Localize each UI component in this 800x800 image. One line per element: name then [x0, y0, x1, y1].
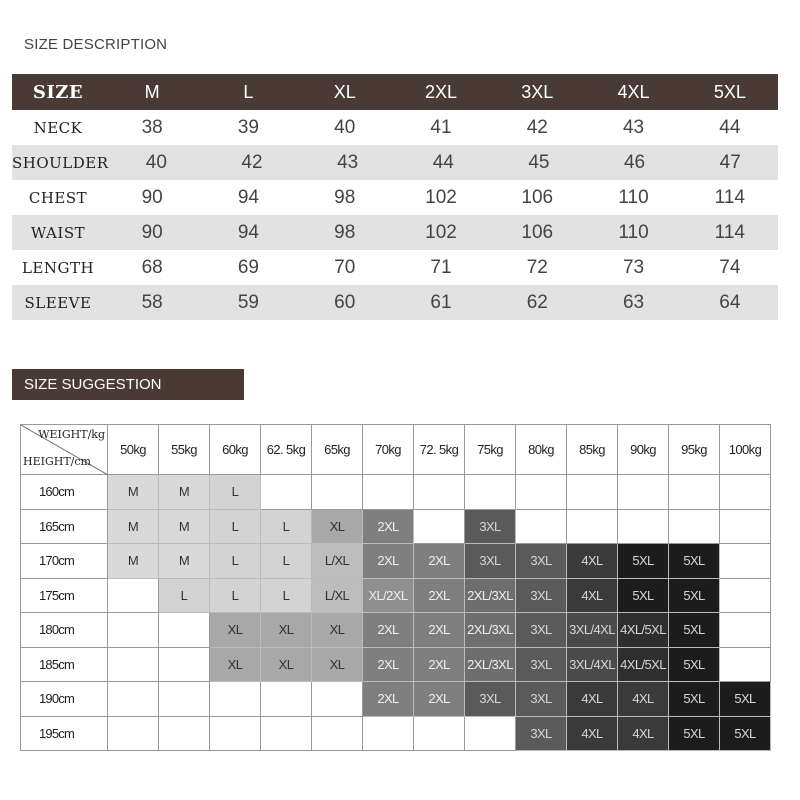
weight-header-cell: 100kg — [720, 425, 771, 475]
size-header-cell: 5XL — [713, 81, 746, 102]
measurement-value: 73 — [622, 256, 645, 278]
size-suggestion-grid — [20, 424, 771, 751]
suggested-size-cell — [669, 509, 720, 544]
measurement-value: 69 — [237, 256, 259, 278]
measurement-value: 106 — [521, 221, 554, 243]
suggested-size-cell: 2XL — [363, 509, 414, 544]
suggested-size-cell: XL — [210, 647, 261, 682]
suggested-size-cell — [465, 716, 516, 751]
measurement-value: 41 — [430, 116, 452, 138]
weight-header-cell: 85kg — [567, 425, 618, 475]
suggested-size-cell — [210, 682, 261, 717]
weight-header-cell: 75kg — [465, 425, 516, 475]
measurement-value: 44 — [719, 116, 741, 138]
measurement-value: 63 — [622, 291, 645, 313]
suggested-size-cell: 2XL — [363, 682, 414, 717]
suggested-size-cell — [108, 682, 159, 717]
suggested-size-cell: 3XL — [465, 544, 516, 579]
suggested-size-cell: 3XL — [516, 682, 567, 717]
measurement-label: WAIST — [30, 223, 86, 242]
suggested-size-cell: 3XL — [465, 509, 516, 544]
suggested-size-cell — [108, 716, 159, 751]
suggested-size-cell — [567, 509, 618, 544]
measurement-value: 61 — [430, 291, 452, 313]
suggested-size-cell: 2XL — [414, 647, 465, 682]
measurement-value: 45 — [528, 151, 550, 173]
size-header-row — [12, 74, 778, 110]
suggested-size-cell: 2XL — [414, 613, 465, 648]
measurement-value: 59 — [237, 291, 259, 313]
weight-header-cell: 72. 5kg — [414, 425, 465, 475]
suggested-size-cell: 5XL — [669, 647, 720, 682]
weight-header-cell: 62. 5kg — [261, 425, 312, 475]
height-label: 170cm — [21, 544, 108, 579]
measurement-value: 38 — [141, 116, 163, 138]
measurement-value: 98 — [334, 221, 356, 243]
measurement-value: 106 — [521, 186, 554, 208]
suggested-size-cell: XL — [312, 509, 363, 544]
suggested-size-cell: 4XL — [567, 544, 618, 579]
measurement-row — [12, 180, 778, 215]
size-header-cell: 3XL — [521, 81, 554, 102]
measurement-value: 94 — [237, 221, 259, 243]
suggested-size-cell — [720, 544, 771, 579]
suggested-size-cell: M — [108, 509, 159, 544]
measurement-value: 40 — [334, 116, 356, 138]
height-row — [21, 613, 771, 648]
suggested-size-cell — [312, 716, 363, 751]
measurement-value: 46 — [623, 151, 646, 173]
measurement-value: 98 — [334, 186, 356, 208]
measurement-value: 102 — [425, 186, 457, 208]
size-header-cell: L — [243, 81, 254, 102]
suggested-size-cell: 2XL — [414, 544, 465, 579]
suggested-size-cell: 3XL — [516, 544, 567, 579]
suggested-size-cell: M — [108, 475, 159, 510]
weight-header-cell: 95kg — [669, 425, 720, 475]
suggested-size-cell: L — [261, 509, 312, 544]
measurement-value: 47 — [719, 151, 741, 173]
suggested-size-cell: M — [159, 475, 210, 510]
weight-header-cell: 55kg — [159, 425, 210, 475]
suggested-size-cell: 2XL — [363, 647, 414, 682]
suggested-size-cell — [159, 716, 210, 751]
suggested-size-cell — [720, 509, 771, 544]
suggested-size-cell — [108, 647, 159, 682]
measurement-value: 72 — [526, 256, 548, 278]
height-row — [21, 509, 771, 544]
height-row — [21, 578, 771, 613]
size-header-cell: M — [144, 81, 160, 102]
suggested-size-cell — [618, 475, 669, 510]
suggested-size-cell: M — [108, 544, 159, 579]
suggested-size-cell — [108, 578, 159, 613]
height-label: 180cm — [21, 613, 108, 648]
suggested-size-cell: 2XL — [363, 544, 414, 579]
suggested-size-cell: 3XL/4XL — [567, 647, 618, 682]
height-row — [21, 475, 771, 510]
suggested-size-cell: XL — [261, 647, 312, 682]
suggested-size-cell: 5XL — [669, 613, 720, 648]
measurement-value: 114 — [714, 186, 745, 208]
suggested-size-cell: 3XL — [516, 578, 567, 613]
size-header-cell: 4XL — [617, 81, 650, 102]
weight-header-cell: 70kg — [363, 425, 414, 475]
size-header-label: SIZE — [32, 81, 84, 103]
measurement-value: 102 — [425, 221, 457, 243]
height-row — [21, 647, 771, 682]
suggested-size-cell: L/XL — [312, 544, 363, 579]
measurement-value: 64 — [719, 291, 741, 313]
suggested-size-cell — [108, 613, 159, 648]
measurement-value: 68 — [141, 256, 163, 278]
suggested-size-cell — [516, 509, 567, 544]
height-label: 190cm — [21, 682, 108, 717]
suggested-size-cell: 2XL/3XL — [465, 647, 516, 682]
measurement-label: LENGTH — [21, 258, 95, 277]
corner-header — [21, 425, 108, 475]
suggested-size-cell: 3XL — [516, 647, 567, 682]
weight-header-cell: 50kg — [108, 425, 159, 475]
suggested-size-cell: 3XL — [516, 716, 567, 751]
measurement-value: 42 — [241, 151, 263, 173]
measurement-value: 90 — [141, 186, 163, 208]
height-label: 185cm — [21, 647, 108, 682]
measurement-row — [12, 250, 778, 285]
measurement-value: 42 — [526, 116, 548, 138]
suggested-size-cell: 2XL — [414, 578, 465, 613]
suggested-size-cell — [414, 716, 465, 751]
suggested-size-cell — [159, 682, 210, 717]
measurement-value: 40 — [145, 151, 167, 173]
suggested-size-cell — [261, 682, 312, 717]
suggested-size-cell: 2XL/3XL — [465, 613, 516, 648]
height-label: 165cm — [21, 509, 108, 544]
height-row — [21, 682, 771, 717]
weight-header-cell: 60kg — [210, 425, 261, 475]
suggested-size-cell — [414, 475, 465, 510]
measurement-row — [12, 110, 778, 145]
suggested-size-cell — [312, 475, 363, 510]
suggested-size-cell — [414, 509, 465, 544]
suggested-size-cell: L/XL — [312, 578, 363, 613]
measurement-row — [12, 145, 778, 180]
suggested-size-cell: L — [210, 475, 261, 510]
suggested-size-cell: 5XL — [669, 578, 720, 613]
height-row — [21, 544, 771, 579]
suggested-size-cell: 5XL — [669, 716, 720, 751]
suggested-size-cell: 4XL — [567, 682, 618, 717]
suggested-size-cell — [720, 578, 771, 613]
height-label: 195cm — [21, 716, 108, 751]
suggested-size-cell — [720, 647, 771, 682]
size-suggestion-title: SIZE SUGGESTION — [12, 369, 244, 400]
measurement-label: SLEEVE — [24, 293, 92, 312]
measurement-label: NECK — [33, 118, 83, 137]
suggested-size-cell: 4XL — [567, 578, 618, 613]
suggested-size-cell: 4XL — [618, 682, 669, 717]
measurement-value: 58 — [141, 291, 163, 313]
suggested-size-cell: 4XL — [567, 716, 618, 751]
measurement-value: 114 — [714, 221, 745, 243]
measurement-value: 70 — [334, 256, 356, 278]
weight-header-cell: 90kg — [618, 425, 669, 475]
corner-weight-label: WEIGHT/kg — [38, 428, 105, 441]
suggested-size-cell: 3XL/4XL — [567, 613, 618, 648]
measurement-value: 62 — [526, 291, 548, 313]
measurement-label: SHOULDER — [12, 153, 109, 172]
measurement-value: 110 — [618, 221, 649, 243]
suggested-size-cell: 5XL — [669, 682, 720, 717]
suggested-size-cell: L — [159, 578, 210, 613]
suggested-size-cell: 3XL — [516, 613, 567, 648]
suggested-size-cell — [567, 475, 618, 510]
suggested-size-cell: L — [210, 578, 261, 613]
suggested-size-cell: L — [210, 544, 261, 579]
suggested-size-cell — [618, 509, 669, 544]
suggested-size-cell: L — [210, 509, 261, 544]
suggested-size-cell: 3XL — [465, 682, 516, 717]
height-label: 160cm — [21, 475, 108, 510]
suggested-size-cell: L — [261, 578, 312, 613]
height-row — [21, 716, 771, 751]
suggested-size-cell — [261, 475, 312, 510]
measurement-value: 43 — [337, 151, 359, 173]
measurement-value: 110 — [618, 186, 649, 208]
suggested-size-cell — [363, 716, 414, 751]
measurement-value: 43 — [622, 116, 645, 138]
weight-header-row — [21, 425, 771, 475]
suggested-size-cell — [465, 475, 516, 510]
size-description-table — [12, 74, 778, 320]
measurement-row — [12, 215, 778, 250]
suggested-size-cell — [516, 475, 567, 510]
suggested-size-cell — [720, 613, 771, 648]
weight-header-cell: 65kg — [312, 425, 363, 475]
suggested-size-cell — [159, 613, 210, 648]
suggested-size-cell: XL — [210, 613, 261, 648]
measurement-value: 90 — [141, 221, 163, 243]
suggested-size-cell: 2XL — [363, 613, 414, 648]
suggested-size-cell: 5XL — [618, 578, 669, 613]
suggested-size-cell — [363, 475, 414, 510]
suggested-size-cell: XL — [312, 647, 363, 682]
size-header-cell: 2XL — [424, 81, 457, 102]
height-label: 175cm — [21, 578, 108, 613]
measurement-value: 39 — [237, 116, 259, 138]
suggested-size-cell — [312, 682, 363, 717]
suggested-size-cell: 2XL — [414, 682, 465, 717]
suggested-size-cell: 4XL/5XL — [618, 613, 669, 648]
suggested-size-cell: L — [261, 544, 312, 579]
suggested-size-cell: 2XL/3XL — [465, 578, 516, 613]
corner-height-label: HEIGHT/cm — [23, 455, 91, 468]
measurement-value: 60 — [334, 291, 356, 313]
suggested-size-cell — [261, 716, 312, 751]
suggested-size-cell: M — [159, 509, 210, 544]
suggested-size-cell: 5XL — [720, 716, 771, 751]
suggested-size-cell: 5XL — [720, 682, 771, 717]
suggested-size-cell: 5XL — [618, 544, 669, 579]
suggested-size-cell — [210, 716, 261, 751]
measurement-value: 74 — [719, 256, 741, 278]
suggested-size-cell: 5XL — [669, 544, 720, 579]
suggested-size-cell: 4XL/5XL — [618, 647, 669, 682]
suggested-size-cell: 4XL — [618, 716, 669, 751]
size-header-cell: XL — [333, 81, 356, 102]
suggested-size-cell: XL — [312, 613, 363, 648]
suggested-size-cell — [159, 647, 210, 682]
measurement-value: 44 — [432, 151, 454, 173]
measurement-value: 94 — [237, 186, 259, 208]
suggested-size-cell — [669, 475, 720, 510]
suggested-size-cell: M — [159, 544, 210, 579]
measurement-row — [12, 285, 778, 320]
weight-header-cell: 80kg — [516, 425, 567, 475]
suggested-size-cell: XL/2XL — [363, 578, 414, 613]
size-description-title: SIZE DESCRIPTION — [24, 36, 168, 53]
suggested-size-cell — [720, 475, 771, 510]
measurement-value: 71 — [430, 256, 452, 278]
measurement-label: CHEST — [28, 188, 88, 207]
suggested-size-cell: XL — [261, 613, 312, 648]
